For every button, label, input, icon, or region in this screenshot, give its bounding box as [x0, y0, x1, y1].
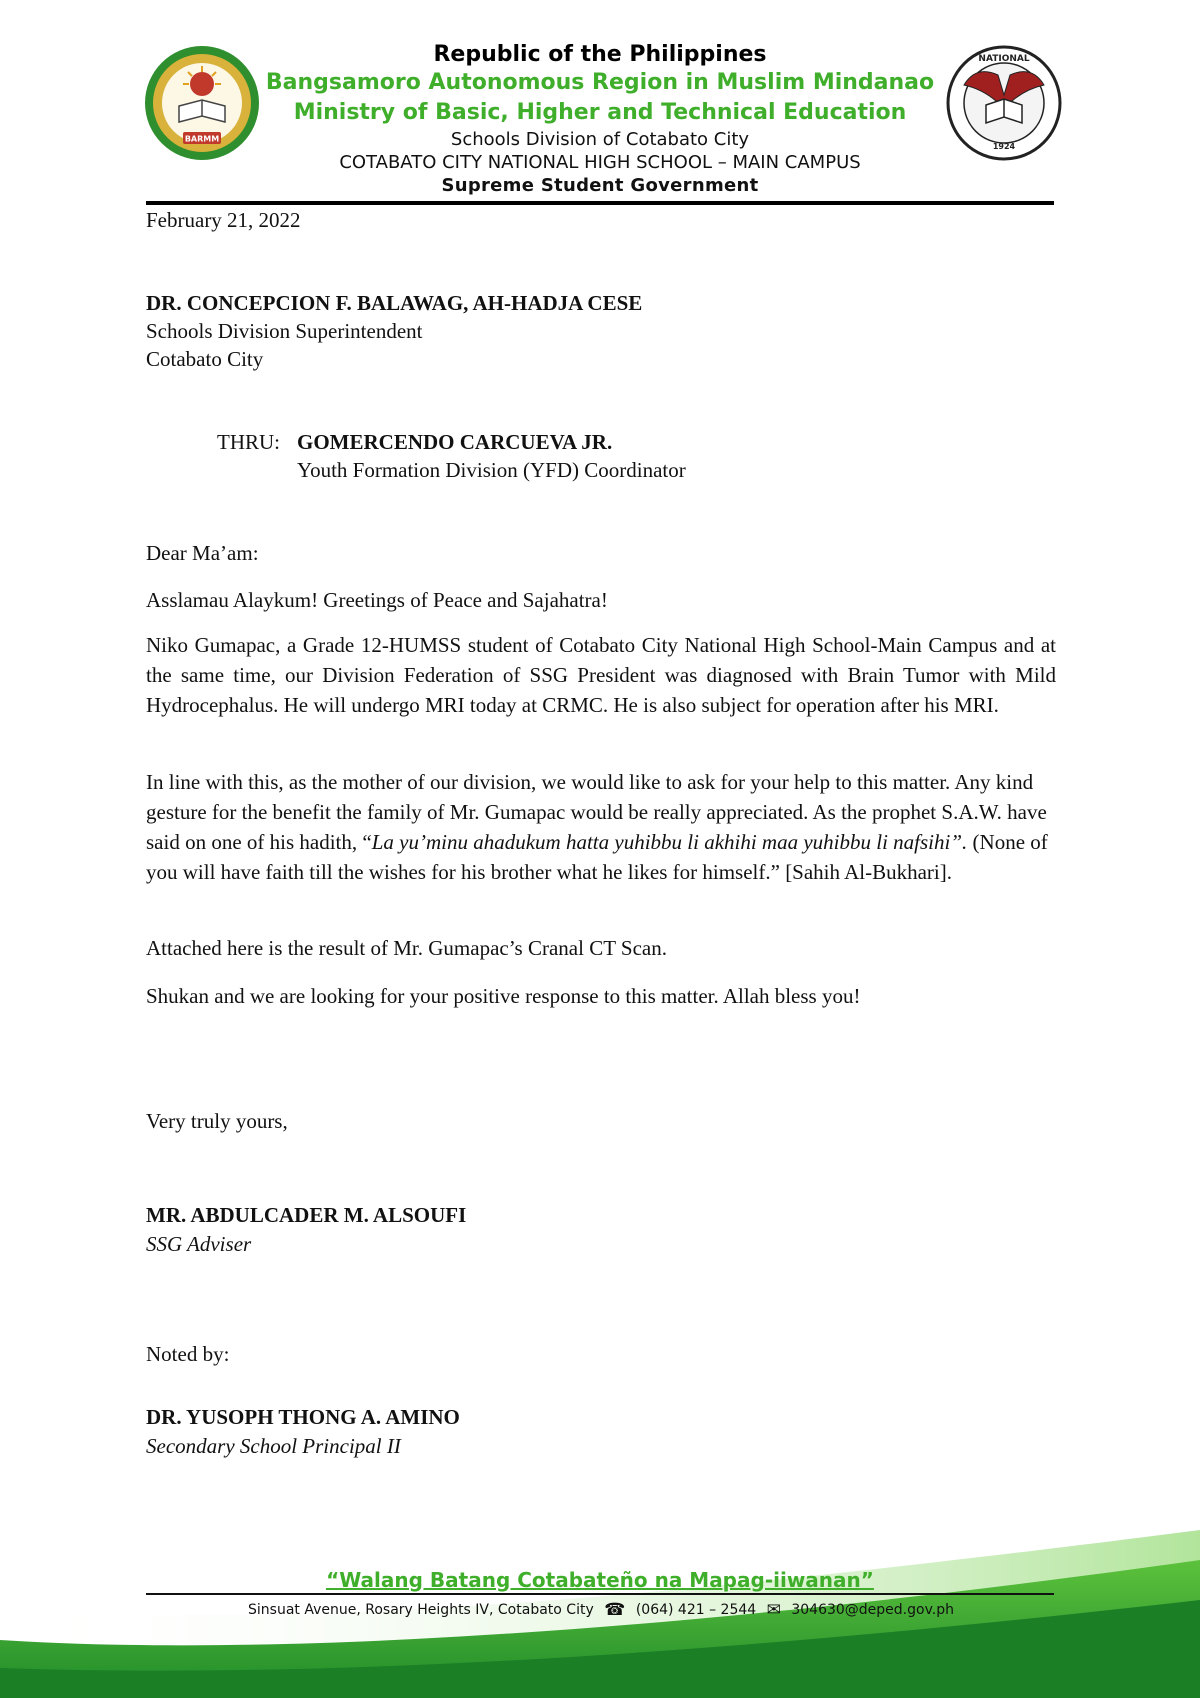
paragraph-2: [146, 767, 1056, 887]
paragraph-4: Shukan and we are looking for your positive response to this matter. Allah bless you!: [146, 984, 861, 1008]
header-republic: Republic of the Philippines: [433, 42, 767, 67]
header-school: COTABATO CITY NATIONAL HIGH SCHOOL – MAIN CAMPUS: [339, 152, 861, 173]
paragraph-2-translation: (None of you will have faith till the wishes for his brother what he likes for himself.” [Sahih Al-Bukhari].: [146, 830, 1048, 884]
left-logo-text: BARMM: [184, 134, 220, 144]
recipient-name: DR. CONCEPCION F. BALAWAG, AH-HADJA CESE: [146, 291, 643, 315]
hadith-quote: La yu’minu ahadukum hatta yuhibbu li akhihi maa yuhibbu li nafsihi”.: [371, 830, 968, 854]
noted-label: Noted by:: [146, 1342, 230, 1366]
thru-label: THRU:: [217, 430, 280, 454]
salutation: Dear Ma’am:: [146, 541, 259, 565]
right-logo-text: NATIONAL: [978, 54, 1030, 64]
footer-address: Sinsuat Avenue, Rosary Heights IV, Cotabato City: [248, 1602, 594, 1618]
thru-title: Youth Formation Division (YFD) Coordinator: [297, 458, 686, 482]
greeting: Asslamau Alaykum! Greetings of Peace and Sajahatra!: [146, 588, 608, 612]
header-division: Schools Division of Cotabato City: [450, 129, 750, 150]
footer-phone: (064) 421 – 2544: [635, 1602, 757, 1618]
paragraph-3: Attached here is the result of Mr. Gumapac’s Cranal CT Scan.: [146, 936, 667, 960]
footer-email: 304630@deped.gov.ph: [791, 1602, 954, 1618]
signer-name: MR. ABDULCADER M. ALSOUFI: [146, 1203, 467, 1227]
footer-motto: “Walang Batang Cotabateño na Mapag-iiwanan”: [326, 1568, 874, 1592]
recipient-title: Schools Division Superintendent: [146, 319, 423, 343]
footer-contact: [248, 1600, 954, 1620]
letter-date: February 21, 2022: [146, 208, 301, 232]
header-ministry: Ministry of Basic, Higher and Technical Education: [293, 100, 907, 125]
header-org: Supreme Student Government: [441, 175, 759, 196]
closing: Very truly yours,: [146, 1109, 288, 1133]
noted-name: DR. YUSOPH THONG A. AMINO: [146, 1405, 460, 1429]
header-region: Bangsamoro Autonomous Region in Muslim Mindanao: [265, 70, 935, 95]
email-icon: ✉: [766, 1600, 781, 1620]
noted-title: Secondary School Principal II: [146, 1434, 401, 1458]
recipient-place: Cotabato City: [146, 347, 264, 371]
paragraph-1: Niko Gumapac, a Grade 12-HUMSS student of Cotabato City National High School-Main Campus and at the same time, our Division Federation of SSG President was diagnosed with Brain Tumor with Mild Hydrocephalus. He will undergo MRI today at CRMC. He is also subject for operation after his MRI.: [146, 633, 1056, 717]
right-logo-year: 1924: [992, 142, 1016, 151]
paragraph-2-text: In line with this, as the mother of our division, we would like to ask for your help to this matter. Any kind gesture for the benefit the family of Mr. Gumapac would be really appreciated. As the prophet S.A.W. have said on one of his hadith, “: [146, 770, 1047, 854]
signer-title: SSG Adviser: [146, 1232, 252, 1256]
phone-icon: ☎: [604, 1600, 626, 1620]
footer-divider: [146, 1593, 1054, 1595]
thru-name: GOMERCENDO CARCUEVA JR.: [297, 430, 613, 454]
